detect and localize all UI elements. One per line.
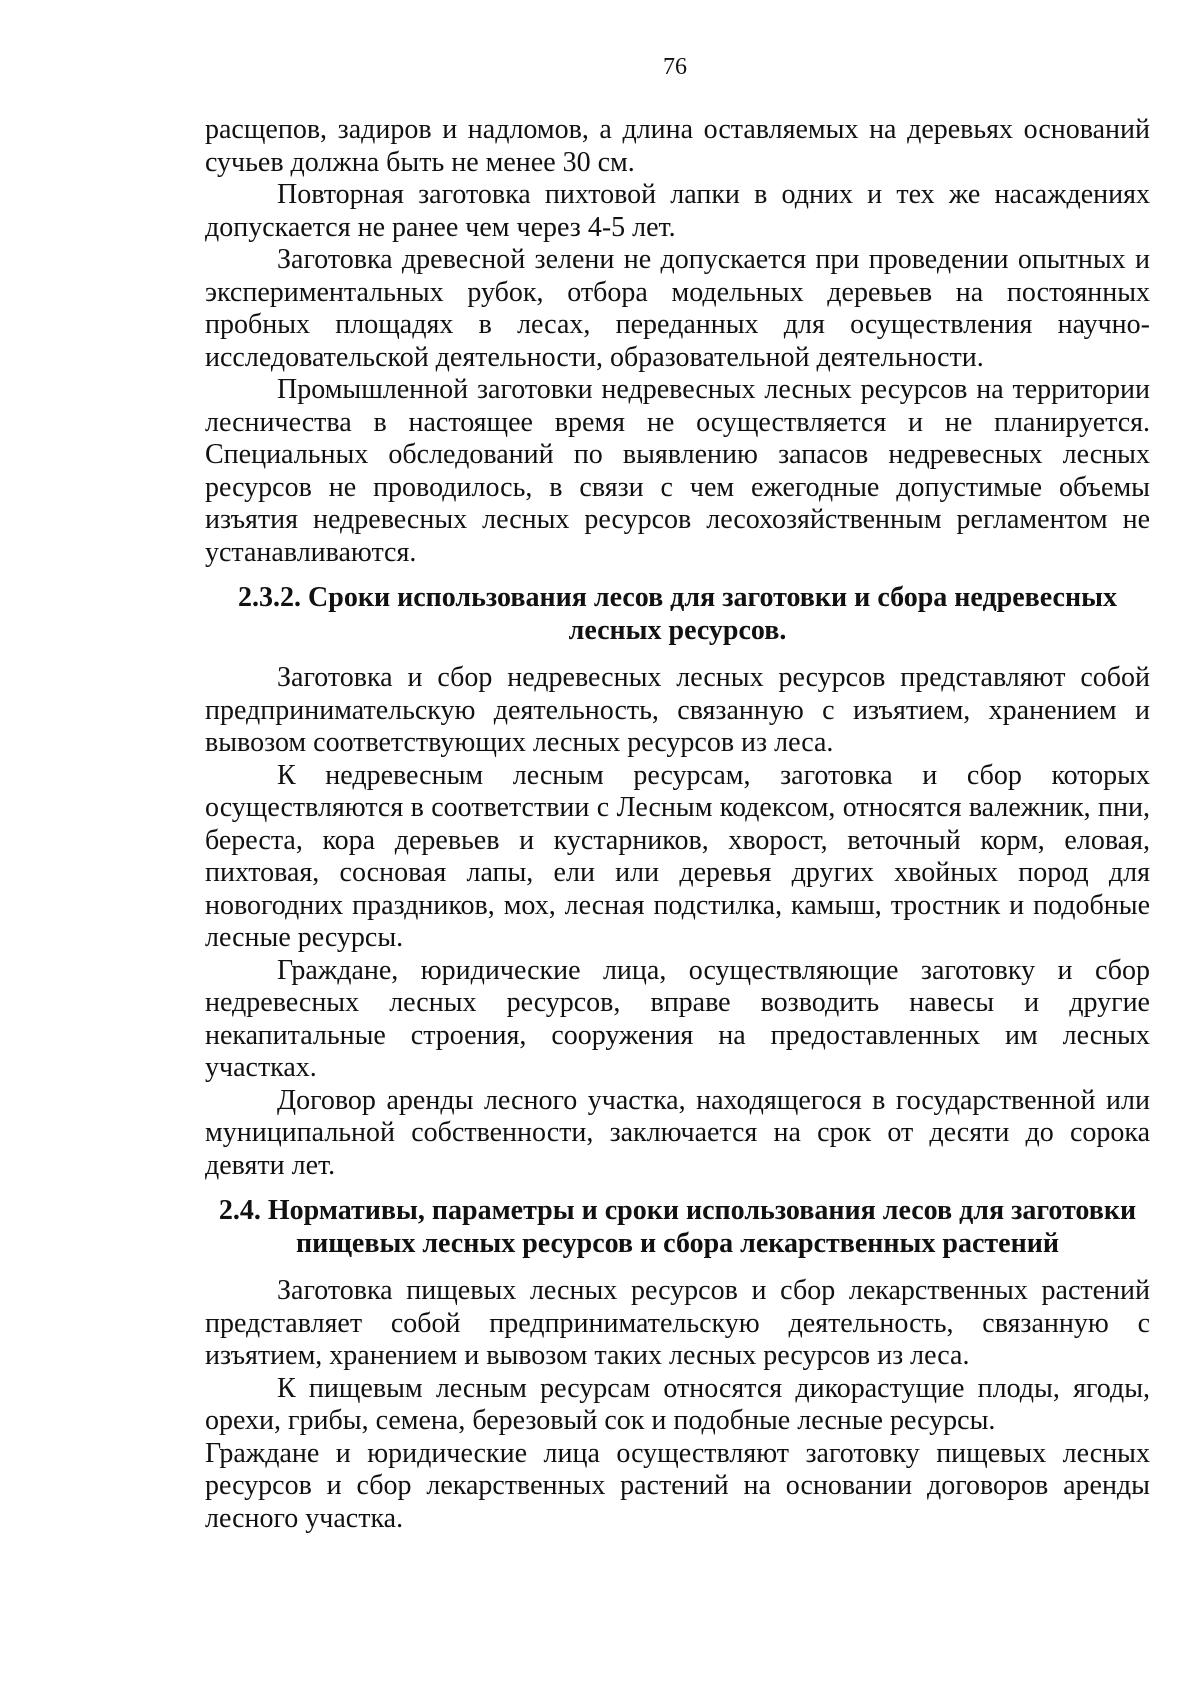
paragraph: Заготовка и сбор недревесных лесных ресурсов представляют собой предпринимательскую деятельность, связанную с изъятием, хранением и вывозом соответствующих лесных ресурсов из леса. bbox=[205, 662, 1150, 758]
document-body bbox=[205, 114, 1150, 1535]
paragraph-no-indent: Граждане и юридические лица осуществляют заготовку пищевых лесных ресурсов и сбор лекарственных растений на основании договоров аренды лесного участка. bbox=[205, 1437, 1150, 1534]
paragraph: Граждане, юридические лица, осуществляющие заготовку и сбор недревесных лесных ресурсов, вправе возводить навесы и другие некапитальные строения, сооружения на предоставленных им лесных участках. bbox=[205, 954, 1150, 1083]
paragraph: Промышленной заготовки недревесных лесных ресурсов на территории лесничества в настоящее время не осуществляется и не планируется. Специальных обследований по выявлению запасов недревесных лесных ресурсов не проводилось, в связи с чем ежегодные допустимые объемы изъятия недревесных лесных ресурсов лесохозяйственным регламентом не устанавливаются. bbox=[205, 374, 1150, 568]
paragraph: К недревесным лесным ресурсам, заготовка и сбор которых осуществляются в соответствии с Лесным кодексом, относятся валежник, пни, береста, кора деревьев и кустарников, хворост, веточный корм, еловая, пихтовая, сосновая лапы, ели или деревья других хвойных пород для новогодних праздников, мох, лесная подстилка, камыш, тростник и подобные лесные ресурсы. bbox=[205, 759, 1150, 953]
paragraph: Заготовка пищевых лесных ресурсов и сбор лекарственных растений представляет собой предпринимательскую деятельность, связанную с изъятием, хранением и вывозом таких лесных ресурсов из леса. bbox=[205, 1275, 1150, 1371]
page-number: 76 bbox=[663, 54, 687, 80]
paragraph: Договор аренды лесного участка, находящегося в государственной или муниципальной собственности, заключается на срок от десяти до сорока девяти лет. bbox=[205, 1084, 1150, 1181]
paragraph: Заготовка древесной зелени не допускается при проведении опытных и экспериментальных рубок, отбора модельных деревьев на постоянных пробных площадях в лесах, переданных для осуществления научно-исследовательской деятельности, образовательной деятельности. bbox=[205, 244, 1150, 373]
paragraph-continuation: расщепов, задиров и надломов, а длина оставляемых на деревьях оснований сучьев должна быть не менее 30 см. bbox=[205, 114, 1150, 178]
paragraph: Повторная заготовка пихтовой лапки в одних и тех же насаждениях допускается не ранее чем через 4-5 лет. bbox=[205, 179, 1150, 243]
section-heading-2-4: 2.4. Нормативы, параметры и сроки использования лесов для заготовки пищевых лесных ресурсов и сбора лекарственных растений bbox=[218, 1195, 1137, 1259]
section-heading-2-3-2: 2.3.2. Сроки использования лесов для заготовки и сбора недревесных лесных ресурсов. bbox=[238, 582, 1117, 646]
paragraph: К пищевым лесным ресурсам относятся дикорастущие плоды, ягоды, орехи, грибы, семена, березовый сок и подобные лесные ресурсы. bbox=[205, 1372, 1150, 1436]
